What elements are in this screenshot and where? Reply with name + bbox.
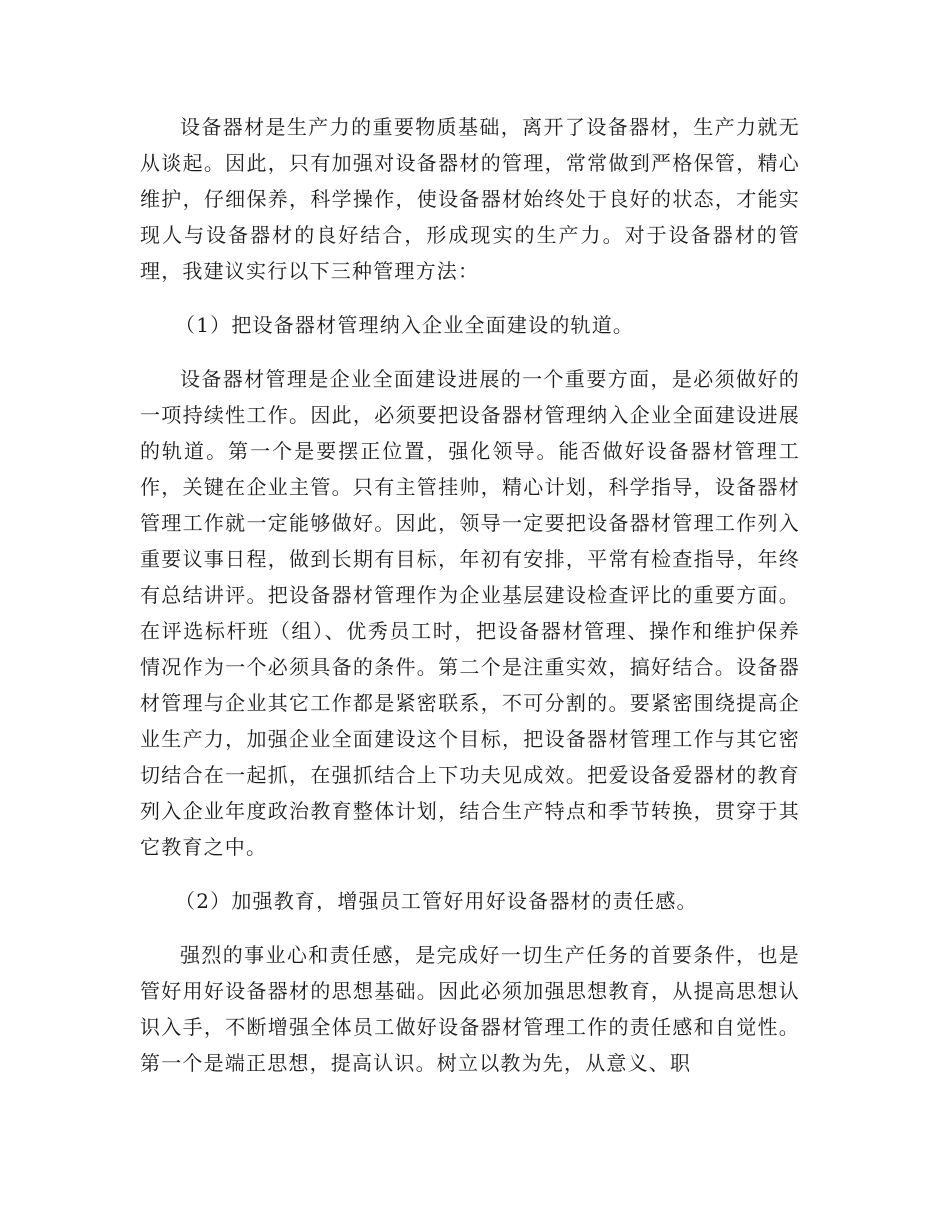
section-2-paragraph: 强烈的事业心和责任感，是完成好一切生产任务的首要条件，也是管好用好设备器材的思想基础。因此必须加强思想教育，从提高思想认识入手，不断增强全体员工做好设备器材管理工作的责任感和自觉性。第一个是端正思想，提高认识。树立以教为先，从意义、职 (140, 943, 800, 1075)
intro-paragraph: 设备器材是生产力的重要物质基础，离开了设备器材，生产力就无从谈起。因此，只有加强对设备器材的管理，常常做到严格保管，精心维护，仔细保养，科学操作，使设备器材始终处于良好的状态，才能实现人与设备器材的良好结合，形成现实的生产力。对于设备器材的管理，我建议实行以下三种管理方法： (140, 115, 800, 283)
document-body (140, 109, 800, 1099)
section-1-paragraph: 设备器材管理是企业全面建设进展的一个重要方面，是必须做好的一项持续性工作。因此，必须要把设备器材管理纳入企业全面建设进展的轨道。第一个是要摆正位置，强化领导。能否做好设备器材管理工作，关键在企业主管。只有主管挂帅，精心计划，科学指导，设备器材管理工作就一定能够做好。因此，领导一定要把设备器材管理工作列入重要议事日程，做到长期有目标，年初有安排，平常有检查指导，年终有总结讲评。把设备器材管理作为企业基层建设检查评比的重要方面。在评选标杆班（组）、优秀员工时，把设备器材管理、操作和维护保养情况作为一个必须具备的条件。第二个是注重实效，搞好结合。设备器材管理与企业其它工作都是紧密联系，不可分割的。要紧密围绕提高企业生产力，加强企业全面建设这个目标，把设备器材管理工作与其它密切结合在一起抓，在强抓结合上下功夫见成效。把爱设备爱器材的教育列入企业年度政治教育整体计划，结合生产特点和季节转换，贯穿于其它教育之中。 (140, 367, 800, 859)
section-2-heading: （2）加强教育，增强员工管好用好设备器材的责任感。 (175, 889, 698, 913)
section-1-heading: （1）把设备器材管理纳入企业全面建设的轨道。 (175, 313, 635, 337)
